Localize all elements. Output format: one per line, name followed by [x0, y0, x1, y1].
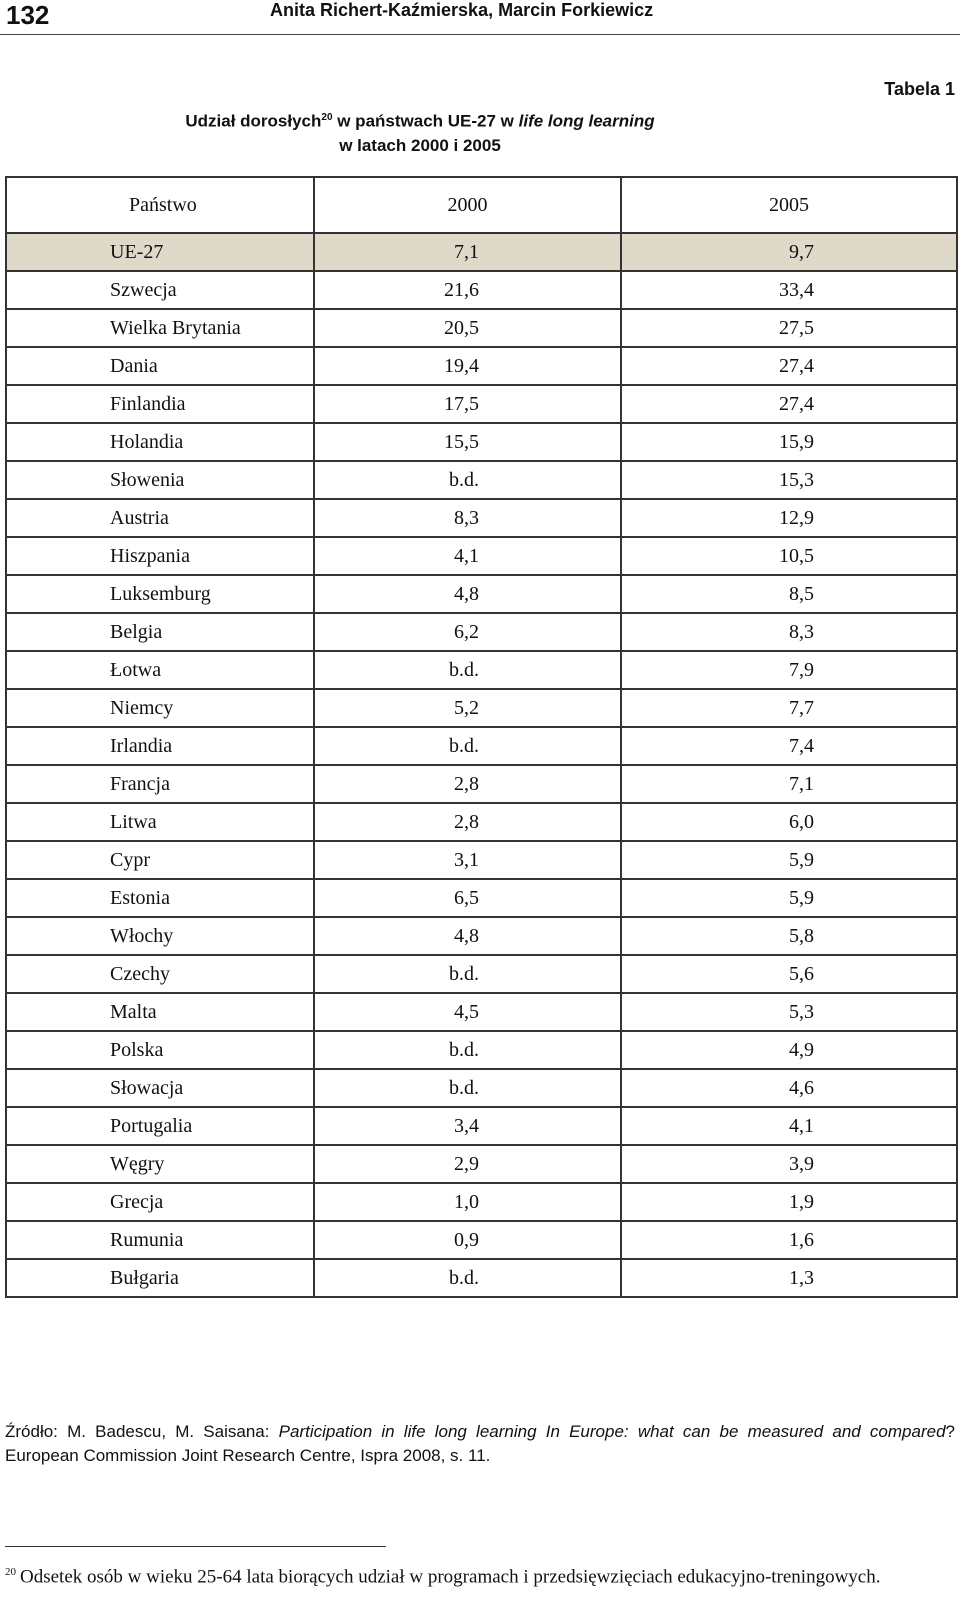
source-suffix: ? European Commission Joint Research Centre, Ispra 2008, s. 11. — [5, 1422, 955, 1465]
cell-country: Portugalia — [6, 1107, 314, 1145]
cell-2000: 0,9 — [314, 1221, 621, 1259]
table-row — [6, 727, 957, 765]
cell-2005: 5,6 — [621, 955, 957, 993]
table-row — [6, 613, 957, 651]
cell-country: Irlandia — [6, 727, 314, 765]
cell-2005: 6,0 — [621, 803, 957, 841]
cell-country: Węgry — [6, 1145, 314, 1183]
cell-2000: 8,3 — [314, 499, 621, 537]
table-row — [6, 385, 957, 423]
cell-2000: 21,6 — [314, 271, 621, 309]
cell-2000: 4,8 — [314, 575, 621, 613]
cell-country: Malta — [6, 993, 314, 1031]
cell-country: Holandia — [6, 423, 314, 461]
cell-2000: b.d. — [314, 955, 621, 993]
cell-country: Finlandia — [6, 385, 314, 423]
cell-2005: 7,9 — [621, 651, 957, 689]
cell-2000: 15,5 — [314, 423, 621, 461]
cell-2005: 4,6 — [621, 1069, 957, 1107]
cell-2005: 5,9 — [621, 841, 957, 879]
table-row — [6, 1145, 957, 1183]
footnote-text: Odsetek osób w wieku 25-64 lata biorących udział w programach i przedsięwzięciach edukacyjno-treningowych. — [20, 1566, 881, 1588]
cell-2000: 1,0 — [314, 1183, 621, 1221]
title-italic: life long learning — [518, 111, 655, 131]
table-row — [6, 309, 957, 347]
footnote-number: 20 — [5, 1566, 16, 1578]
table-row — [6, 271, 957, 309]
column-header-country: Państwo — [6, 177, 314, 233]
cell-2005: 8,3 — [621, 613, 957, 651]
cell-country: Słowacja — [6, 1069, 314, 1107]
cell-country: Polska — [6, 1031, 314, 1069]
cell-country: Estonia — [6, 879, 314, 917]
cell-2000: 2,8 — [314, 765, 621, 803]
source-prefix: Źródło: M. Badescu, M. Saisana: — [5, 1422, 279, 1441]
cell-2000: 4,8 — [314, 917, 621, 955]
table-row — [6, 347, 957, 385]
cell-2005: 1,9 — [621, 1183, 957, 1221]
cell-2005: 5,8 — [621, 917, 957, 955]
table-row — [6, 575, 957, 613]
cell-country: Hiszpania — [6, 537, 314, 575]
cell-2005: 8,5 — [621, 575, 957, 613]
cell-country: Austria — [6, 499, 314, 537]
table-row — [6, 841, 957, 879]
cell-2005: 7,7 — [621, 689, 957, 727]
cell-2000: b.d. — [314, 461, 621, 499]
cell-2005: 1,3 — [621, 1259, 957, 1297]
table-row — [6, 689, 957, 727]
column-header-2005: 2005 — [621, 177, 957, 233]
cell-2000: 5,2 — [314, 689, 621, 727]
cell-2000: 4,1 — [314, 537, 621, 575]
table-row — [6, 1069, 957, 1107]
table-row — [6, 461, 957, 499]
cell-2005: 9,7 — [621, 233, 957, 271]
table-row — [6, 651, 957, 689]
table-title — [140, 106, 700, 158]
page-header — [0, 0, 960, 35]
cell-2005: 1,6 — [621, 1221, 957, 1259]
running-header-authors: Anita Richert-Kaźmierska, Marcin Forkiewicz — [270, 0, 654, 20]
cell-2005: 27,4 — [621, 347, 957, 385]
cell-2000: 4,5 — [314, 993, 621, 1031]
source-title: Participation in life long learning In Europe: what can be measured and compared — [278, 1422, 946, 1441]
table-body — [6, 233, 957, 1297]
cell-2005: 5,9 — [621, 879, 957, 917]
table-row — [6, 879, 957, 917]
data-table — [5, 176, 958, 1298]
cell-country: Szwecja — [6, 271, 314, 309]
cell-2000: 6,5 — [314, 879, 621, 917]
table-row — [6, 1183, 957, 1221]
table-row — [6, 1259, 957, 1297]
cell-2000: 17,5 — [314, 385, 621, 423]
table-row — [6, 803, 957, 841]
cell-country: Łotwa — [6, 651, 314, 689]
table-row — [6, 423, 957, 461]
cell-2005: 27,4 — [621, 385, 957, 423]
cell-2000: 3,4 — [314, 1107, 621, 1145]
table-row — [6, 917, 957, 955]
table-row — [6, 499, 957, 537]
cell-2000: 19,4 — [314, 347, 621, 385]
footnote — [5, 1560, 955, 1589]
table-row — [6, 1107, 957, 1145]
title-part1: Udział dorosłych — [185, 111, 322, 131]
cell-2005: 12,9 — [621, 499, 957, 537]
table-row — [6, 1031, 957, 1069]
cell-2000: b.d. — [314, 1069, 621, 1107]
cell-country: Bułgaria — [6, 1259, 314, 1297]
cell-country: Czechy — [6, 955, 314, 993]
column-header-2000: 2000 — [314, 177, 621, 233]
cell-2005: 10,5 — [621, 537, 957, 575]
cell-2000: 20,5 — [314, 309, 621, 347]
cell-country: Włochy — [6, 917, 314, 955]
title-line2: w latach 2000 i 2005 — [339, 135, 501, 155]
table-row — [6, 537, 957, 575]
cell-2005: 7,4 — [621, 727, 957, 765]
cell-2000: 7,1 — [314, 233, 621, 271]
cell-2005: 15,9 — [621, 423, 957, 461]
cell-2005: 33,4 — [621, 271, 957, 309]
cell-country: Słowenia — [6, 461, 314, 499]
table-label: Tabela 1 — [884, 79, 955, 99]
title-part2: w państwach UE-27 w — [332, 111, 519, 131]
cell-country: Francja — [6, 765, 314, 803]
cell-country: Luksemburg — [6, 575, 314, 613]
table-row — [6, 1221, 957, 1259]
title-footnote-mark: 20 — [321, 112, 333, 123]
cell-2000: 3,1 — [314, 841, 621, 879]
cell-country: Cypr — [6, 841, 314, 879]
cell-2005: 27,5 — [621, 309, 957, 347]
table-row — [6, 993, 957, 1031]
cell-2005: 3,9 — [621, 1145, 957, 1183]
footnote-divider — [5, 1546, 386, 1547]
cell-2000: b.d. — [314, 727, 621, 765]
cell-2000: 2,8 — [314, 803, 621, 841]
cell-2000: 6,2 — [314, 613, 621, 651]
cell-country: Litwa — [6, 803, 314, 841]
table-row — [6, 955, 957, 993]
table-row — [6, 233, 957, 271]
cell-country: Wielka Brytania — [6, 309, 314, 347]
source-note — [5, 1420, 955, 1468]
cell-2005: 4,1 — [621, 1107, 957, 1145]
cell-country: Dania — [6, 347, 314, 385]
cell-2000: 2,9 — [314, 1145, 621, 1183]
cell-2005: 15,3 — [621, 461, 957, 499]
table-row — [6, 765, 957, 803]
cell-2005: 4,9 — [621, 1031, 957, 1069]
cell-2000: b.d. — [314, 1259, 621, 1297]
cell-country: Rumunia — [6, 1221, 314, 1259]
table-header-row — [6, 177, 957, 233]
cell-country: Niemcy — [6, 689, 314, 727]
cell-country: UE-27 — [6, 233, 314, 271]
page-number: 132 — [6, 0, 50, 30]
cell-2000: b.d. — [314, 651, 621, 689]
cell-2005: 7,1 — [621, 765, 957, 803]
cell-country: Grecja — [6, 1183, 314, 1221]
cell-2000: b.d. — [314, 1031, 621, 1069]
cell-country: Belgia — [6, 613, 314, 651]
cell-2005: 5,3 — [621, 993, 957, 1031]
